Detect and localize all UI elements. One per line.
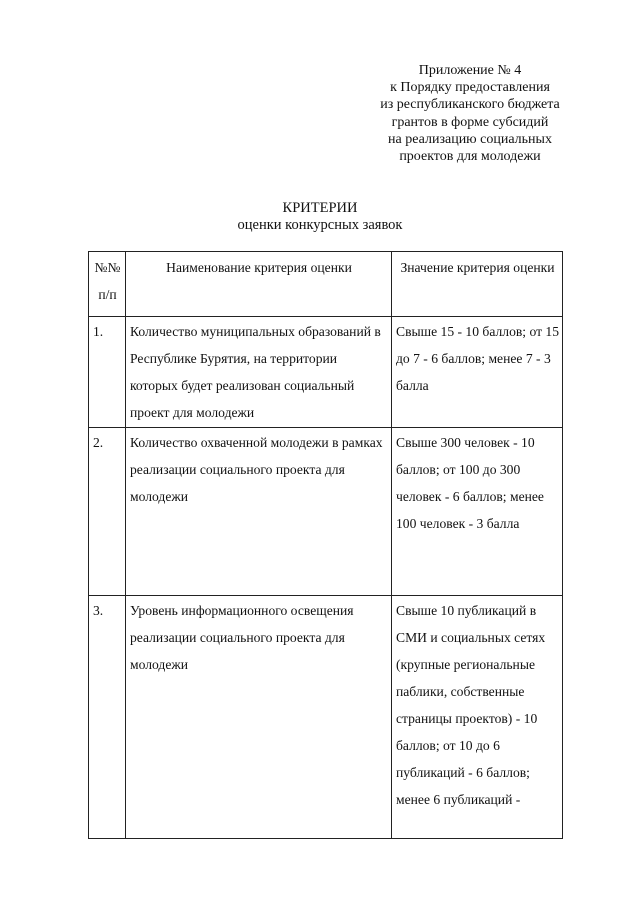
criteria-table [88,251,563,839]
criterion-value: Свыше 15 - 10 баллов; от 15 до 7 - 6 баллов; менее 7 - 3 балла [392,317,563,428]
row-number: 1. [89,317,126,428]
row-number: 3. [89,596,126,839]
criterion-value: Свыше 10 публикаций в СМИ и социальных сетях (крупные региональные паблики, собственные страницы проектов) - 10 баллов; от 10 до 6 публикаций - 6 баллов; менее 6 публикаций - [392,596,563,839]
appendix-line: из республиканского бюджета [380,97,560,113]
header-criterion-name: Наименование критерия оценки [126,252,392,317]
table-header-row [89,252,563,317]
appendix-line: к Порядку предоставления [390,80,550,96]
criterion-name: Уровень информационного освещения реализации социального проекта для молодежи [126,596,392,839]
table-header [89,252,563,317]
appendix-line: проектов для молодежи [399,149,541,165]
table-row [89,428,563,596]
table-row [89,596,563,839]
document-subtitle: оценки конкурсных заявок [237,217,403,233]
criterion-name: Количество охваченной молодежи в рамках реализации социального проекта для молодежи [126,428,392,596]
header-criterion-value: Значение критерия оценки [392,252,563,317]
table-body [89,317,563,839]
criterion-value: Свыше 300 человек - 10 баллов; от 100 до 300 человек - 6 баллов; менее 100 человек - 3 балла [392,428,563,596]
appendix-header [345,62,595,165]
criterion-name: Количество муниципальных образований в Республике Бурятия, на территории которых будет реализован социальный проект для молодежи [126,317,392,428]
appendix-line: Приложение № 4 [418,63,522,78]
appendix-line: на реализацию социальных [388,131,552,147]
document-title: КРИТЕРИИ [282,200,358,216]
table-row [89,317,563,428]
row-number: 2. [89,428,126,596]
header-number: №№ п/п [89,252,126,317]
appendix-line: грантов в форме субсидий [391,114,549,130]
